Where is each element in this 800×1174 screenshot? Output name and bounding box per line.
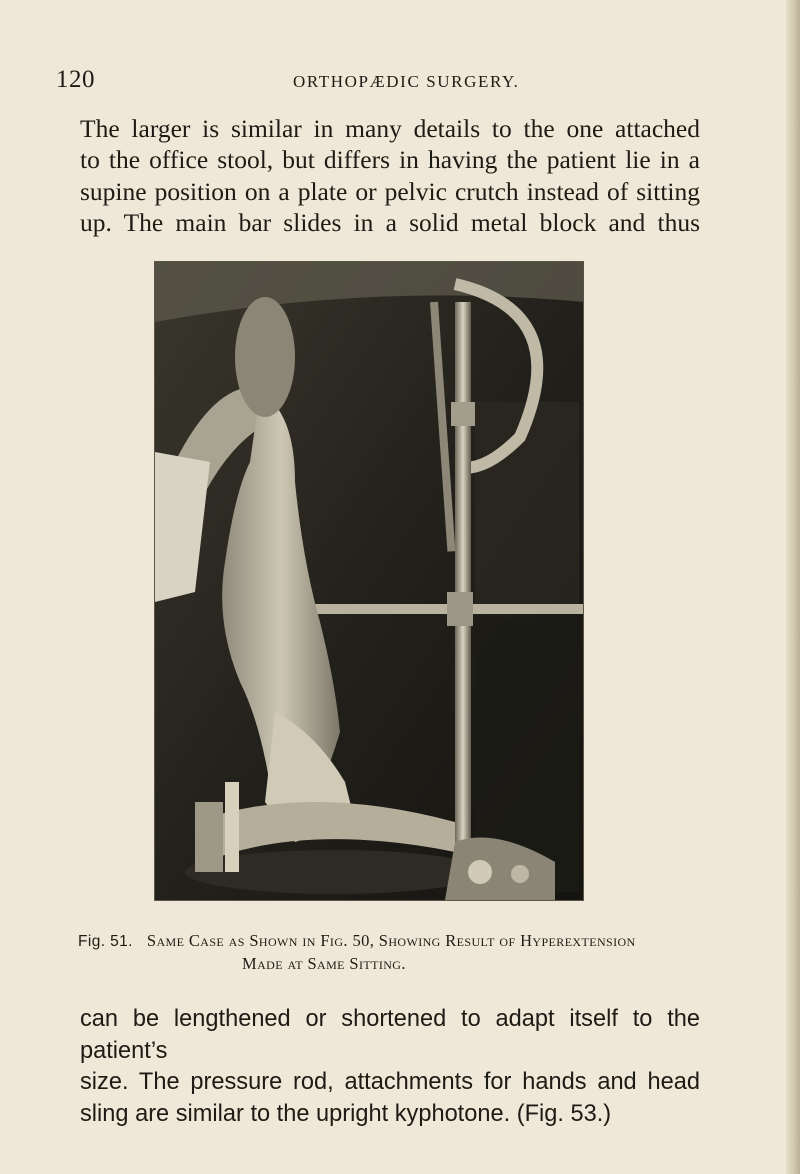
paragraph-bottom: [80, 1004, 700, 1130]
text-line: to the office stool, but differs in having the patient lie in a: [80, 145, 700, 175]
text-line: The larger is similar in many details to the one attached: [80, 114, 700, 143]
text-line: up. The main bar slides in a solid metal block and thus: [80, 207, 700, 237]
caption-line-2: Made at Same Sitting.: [242, 954, 406, 973]
figure-label: Fig. 51.: [78, 933, 133, 950]
page-edge-shadow: [786, 0, 800, 1174]
text-line: can be lengthened or shortened to adapt itself to the patient’s: [80, 1006, 700, 1064]
figure-photograph: [155, 262, 583, 900]
text-line: supine position on a plate or pelvic crutch instead of sitting: [80, 176, 700, 206]
caption-text: Same Case as Shown in Fig. 50, Showing Result of Hyperextension: [146, 931, 636, 950]
running-title: ORTHOPÆDIC SURGERY.: [293, 72, 520, 91]
caption-line-1: [78, 930, 728, 953]
paragraph-top: [80, 113, 700, 238]
figure-caption: [78, 930, 728, 975]
text-line: size. The pressure rod, attachments for hands and head: [80, 1069, 700, 1095]
page-number: 120: [56, 66, 95, 93]
text-line: sling are similar to the upright kyphotone. (Fig. 53.): [80, 1100, 612, 1127]
photo-illustration: [155, 262, 583, 900]
running-head: [56, 66, 746, 96]
